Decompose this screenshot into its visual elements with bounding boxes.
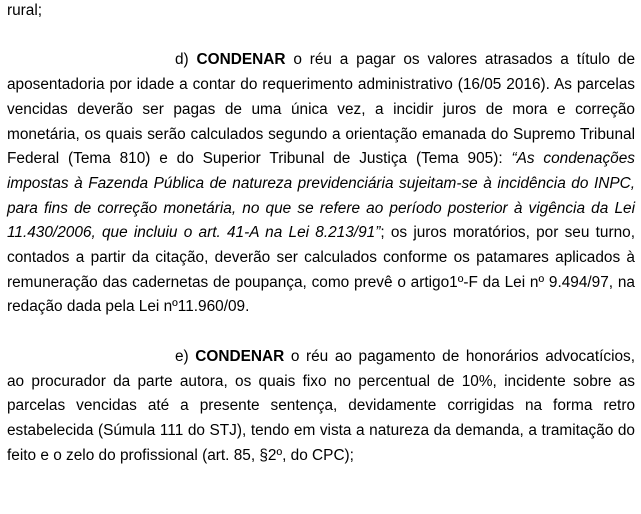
item-d-paragraph bbox=[7, 48, 635, 320]
item-d-label: d) bbox=[175, 51, 189, 69]
item-e-paragraph bbox=[7, 345, 635, 469]
item-e-text: o réu ao pagamento de honorários advocatícios, ao procurador da parte autora, os quais fixo no percentual de 10%, incidente sobre as parcelas vencidas até a presente sentença, devidamente corrigidas na forma retro estabelecida (Súmula 111 do STJ), tendo em vista a natureza da demanda, a tramitação do feito e o zelo do profissional (art. 85, §2º, do CPC); bbox=[7, 347, 636, 464]
paragraph-spacer bbox=[7, 24, 635, 49]
item-d-quote: “As condenações impostas à Fazenda Pública de natureza previdenciária sujeitam-se à incidência do INPC, para fins de correção monetária, no que se refere ao período posterior à vigência da Lei 11.430/2006, que incluiu o art. 41-A na Lei 8.213/91” bbox=[7, 150, 635, 242]
item-d-verb: CONDENAR bbox=[196, 51, 286, 69]
item-d-text: o réu a pagar os valores atrasados a título de aposentadoria por idade a contar do requerimento administrativo (16/05 2016). As parcelas vencidas deverão ser pagas de uma única vez, a incidir juros de mora e correção monetária, os quais serão calculados segundo a orientação emanada do Supremo Tribunal Federal (Tema 810) e do Superior Tribunal de Justiça (Tema 905): bbox=[7, 51, 636, 168]
item-d-text-after: ; os juros moratórios, por seu turno, contados a partir da citação, deverão ser calculados conforme os patamares aplicados à remuneração das cadernetas de poupança, como prevê o artigo1º-F da Lei nº 9.494/97, na redação dada pela Lei nº11.960/09. bbox=[7, 224, 636, 316]
document-page bbox=[7, 0, 635, 468]
carryover-paragraph bbox=[7, 0, 635, 24]
carryover-text: rural; bbox=[7, 2, 43, 19]
item-e-verb: CONDENAR bbox=[195, 347, 285, 365]
paragraph-spacer bbox=[7, 320, 635, 345]
item-e-label: e) bbox=[175, 347, 189, 365]
